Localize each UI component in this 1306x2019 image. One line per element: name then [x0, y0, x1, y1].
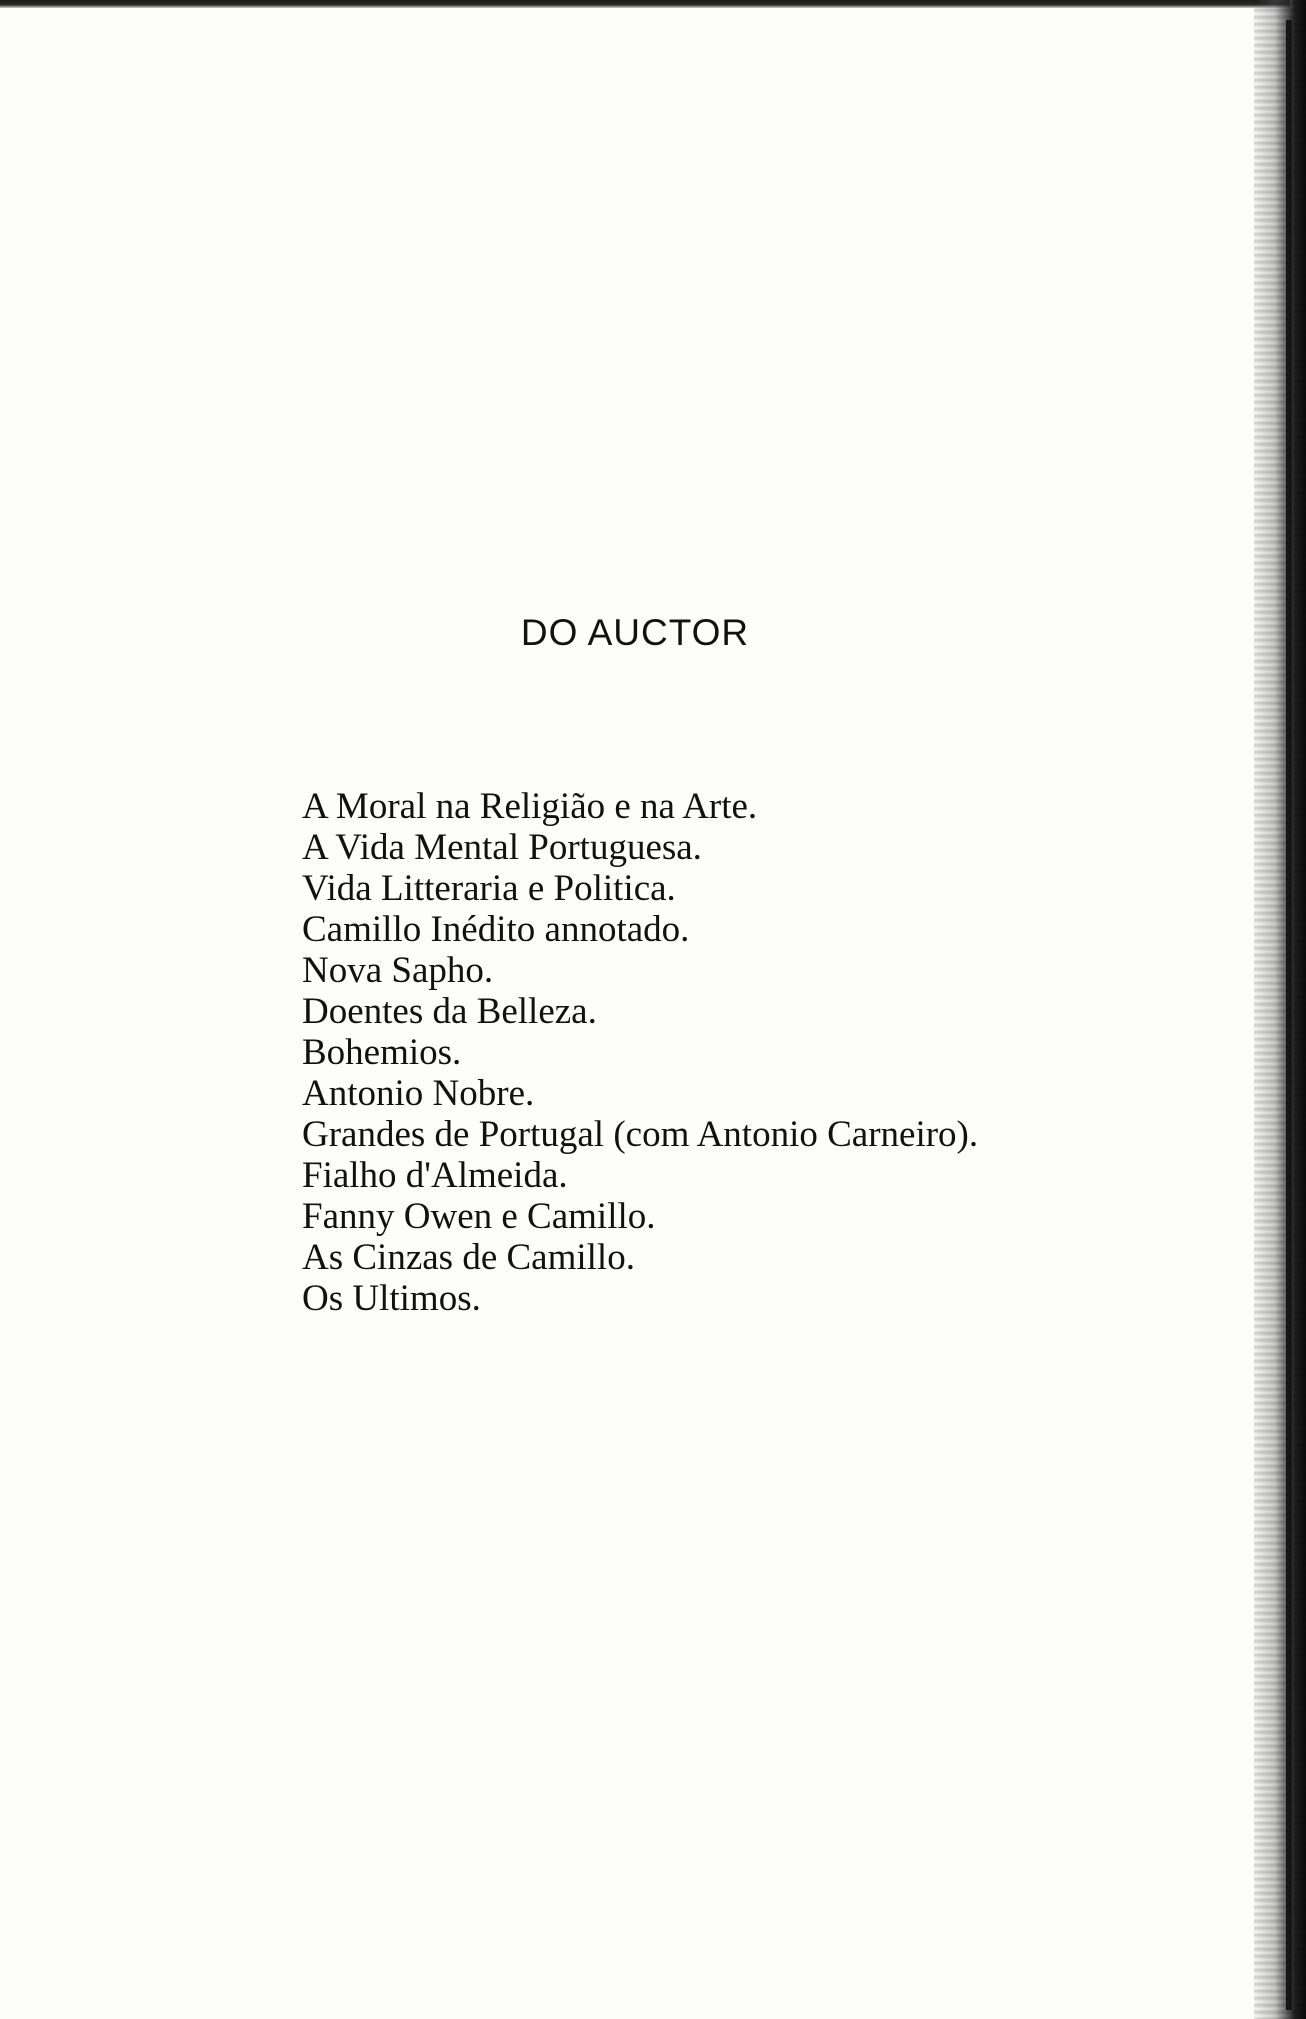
page-heading: DO AUCTOR [520, 612, 750, 653]
works-list-item: Camillo Inédito annotado. [302, 909, 690, 950]
works-list-item: Os Ultimos. [302, 1278, 481, 1319]
works-list [302, 786, 978, 1319]
works-list-item: Bohemios. [302, 1032, 462, 1073]
works-list-item: Antonio Nobre. [302, 1073, 535, 1114]
works-list-item: A Moral na Religião e na Arte. [302, 786, 758, 827]
works-list-item: Doentes da Belleza. [302, 991, 597, 1032]
works-list-item: Grandes de Portugal (com Antonio Carneiro). [302, 1114, 979, 1155]
binding-shadow [1286, 20, 1292, 2010]
works-list-item: Vida Litteraria e Politica. [302, 868, 676, 909]
works-list-item: Fanny Owen e Camillo. [302, 1196, 656, 1237]
works-list-item: Nova Sapho. [302, 950, 494, 991]
page-binding-edge [1254, 0, 1306, 2019]
works-list-item: As Cinzas de Camillo. [302, 1237, 635, 1278]
page-top-edge [0, 0, 1290, 8]
works-list-item: Fialho d'Almeida. [302, 1155, 568, 1196]
works-list-item: A Vida Mental Portuguesa. [302, 827, 702, 868]
